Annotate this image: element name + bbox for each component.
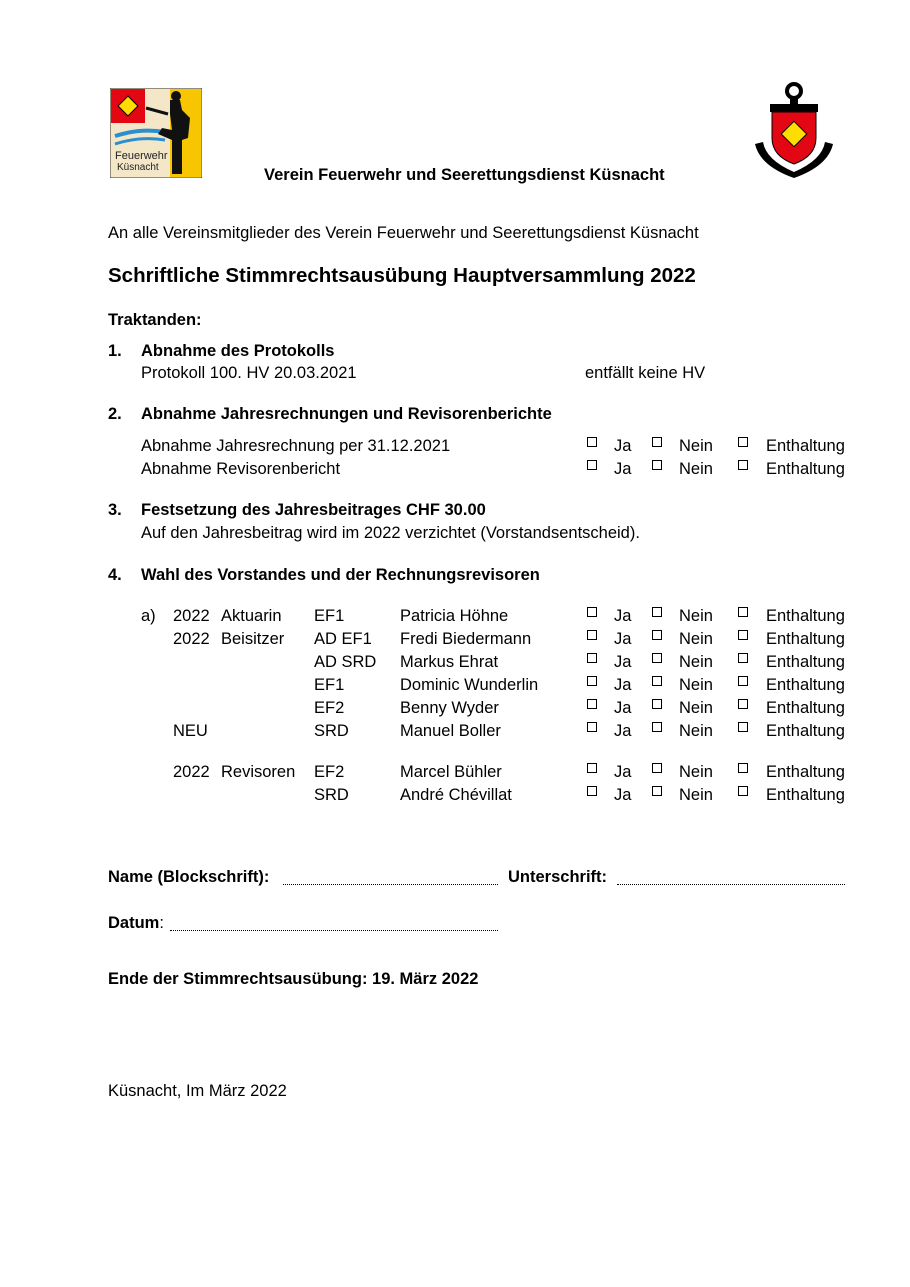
enthaltung-checkbox[interactable] [738,786,748,796]
enthaltung-label: Enthaltung [766,460,845,478]
nein-checkbox[interactable] [652,699,662,709]
candidate-row [0,676,910,698]
nein-label: Nein [679,437,713,455]
item-number: 2. [108,405,122,423]
logo-text-2: Küsnacht [117,162,159,173]
ja-checkbox[interactable] [587,437,597,447]
item-title: Festsetzung des Jahresbeitrages CHF 30.00 [141,501,486,519]
organization-name: Verein Feuerwehr und Seerettungsdienst Küsnacht [264,166,665,184]
candidate-name: Dominic Wunderlin [400,676,539,694]
nein-checkbox[interactable] [652,763,662,773]
nein-label: Nein [679,786,713,804]
item-line: Auf den Jahresbeitrag wird im 2022 verzichtet (Vorstandsentscheid). [141,524,640,542]
enthaltung-label: Enthaltung [766,676,845,694]
candidate-row [0,607,910,629]
date-colon: : [159,914,164,932]
enthaltung-checkbox[interactable] [738,676,748,686]
candidate-row [0,722,910,744]
nein-checkbox[interactable] [652,653,662,663]
name-field[interactable] [283,884,498,885]
ja-checkbox[interactable] [587,676,597,686]
enthaltung-label: Enthaltung [766,653,845,671]
enthaltung-checkbox[interactable] [738,653,748,663]
vote-label: Abnahme Revisorenbericht [141,460,341,478]
candidate-role: Revisoren [221,763,296,781]
nein-label: Nein [679,460,713,478]
candidate-name: Markus Ehrat [400,653,499,671]
nein-checkbox[interactable] [652,607,662,617]
nein-checkbox[interactable] [652,722,662,732]
ja-label: Ja [614,722,632,740]
ja-checkbox[interactable] [587,786,597,796]
enthaltung-checkbox[interactable] [738,630,748,640]
ja-checkbox[interactable] [587,699,597,709]
enthaltung-label: Enthaltung [766,722,845,740]
ja-label: Ja [614,630,632,648]
enthaltung-label: Enthaltung [766,763,845,781]
nein-checkbox[interactable] [652,460,662,470]
ja-label: Ja [614,437,632,455]
feuerwehr-logo [110,88,202,178]
logo-text-1: Feuerwehr [115,150,168,162]
enthaltung-checkbox[interactable] [738,763,748,773]
ja-checkbox[interactable] [587,763,597,773]
candidate-year: 2022 [173,763,210,781]
footer-place-date: Küsnacht, Im März 2022 [108,1082,287,1100]
candidate-year: NEU [173,722,208,740]
enthaltung-label: Enthaltung [766,699,845,717]
candidate-unit: AD SRD [314,653,377,671]
nein-label: Nein [679,607,713,625]
ja-checkbox[interactable] [587,460,597,470]
ja-label: Ja [614,699,632,717]
enthaltung-checkbox[interactable] [738,460,748,470]
candidate-unit: EF1 [314,676,345,694]
item-number: 1. [108,342,122,360]
ja-label: Ja [614,786,632,804]
vote-row [0,437,910,459]
ja-checkbox[interactable] [587,630,597,640]
item-note: entfällt keine HV [585,364,706,382]
candidate-unit: EF2 [314,699,345,717]
date-label-row [108,914,164,933]
candidate-unit: EF2 [314,763,345,781]
enthaltung-checkbox[interactable] [738,722,748,732]
nein-label: Nein [679,630,713,648]
sub-item-label: a) [141,607,156,625]
vote-label: Abnahme Jahresrechnung per 31.12.2021 [141,437,451,455]
candidate-name: Patricia Höhne [400,607,509,625]
candidate-row [0,630,910,652]
item-number: 3. [108,501,122,519]
candidate-unit: SRD [314,722,349,740]
ja-checkbox[interactable] [587,607,597,617]
candidate-year: 2022 [173,607,210,625]
nein-label: Nein [679,763,713,781]
enthaltung-label: Enthaltung [766,630,845,648]
candidate-name: André Chévillat [400,786,512,804]
item-title: Abnahme Jahresrechnungen und Revisorenberichte [141,405,552,423]
ja-label: Ja [614,763,632,781]
candidate-unit: AD EF1 [314,630,372,648]
page-title: Schriftliche Stimmrechtsausübung Hauptversammlung 2022 [108,264,696,287]
name-label: Name (Blockschrift): [108,868,270,886]
candidate-row [0,763,910,785]
nein-checkbox[interactable] [652,786,662,796]
nein-label: Nein [679,722,713,740]
candidate-row [0,653,910,675]
enthaltung-label: Enthaltung [766,786,845,804]
ja-label: Ja [614,607,632,625]
vote-row [0,460,910,482]
enthaltung-label: Enthaltung [766,437,845,455]
candidate-name: Fredi Biedermann [400,630,532,648]
candidate-name: Benny Wyder [400,699,499,717]
nein-label: Nein [679,699,713,717]
nein-checkbox[interactable] [652,676,662,686]
nein-label: Nein [679,676,713,694]
candidate-row [0,786,910,808]
signature-field[interactable] [617,884,845,885]
nein-label: Nein [679,653,713,671]
nein-checkbox[interactable] [652,630,662,640]
item-line: Protokoll 100. HV 20.03.2021 [141,364,357,382]
candidate-name: Manuel Boller [400,722,501,740]
ja-label: Ja [614,460,632,478]
candidate-name: Marcel Bühler [400,763,502,781]
enthaltung-checkbox[interactable] [738,437,748,447]
candidate-role: Beisitzer [221,630,285,648]
ja-checkbox[interactable] [587,653,597,663]
signature-label: Unterschrift: [508,868,608,886]
item-number: 4. [108,566,122,584]
enthaltung-checkbox[interactable] [738,699,748,709]
intro-text: An alle Vereinsmitglieder des Verein Feuerwehr und Seerettungsdienst Küsnacht [108,224,699,242]
candidate-row [0,699,910,721]
item-title: Wahl des Vorstandes und der Rechnungsrevisoren [141,566,540,584]
enthaltung-label: Enthaltung [766,607,845,625]
ja-label: Ja [614,676,632,694]
nein-checkbox[interactable] [652,437,662,447]
date-field[interactable] [170,930,498,931]
item-title: Abnahme des Protokolls [141,342,335,360]
enthaltung-checkbox[interactable] [738,607,748,617]
candidate-unit: EF1 [314,607,345,625]
ja-label: Ja [614,653,632,671]
candidate-unit: SRD [314,786,349,804]
candidate-role: Aktuarin [221,607,282,625]
anchor-coat-of-arms-icon [752,82,836,180]
end-date-line: Ende der Stimmrechtsausübung: 19. März 2022 [108,970,479,988]
date-label: Datum [108,914,160,932]
traktanden-heading: Traktanden: [108,311,202,329]
candidate-year: 2022 [173,630,210,648]
ja-checkbox[interactable] [587,722,597,732]
